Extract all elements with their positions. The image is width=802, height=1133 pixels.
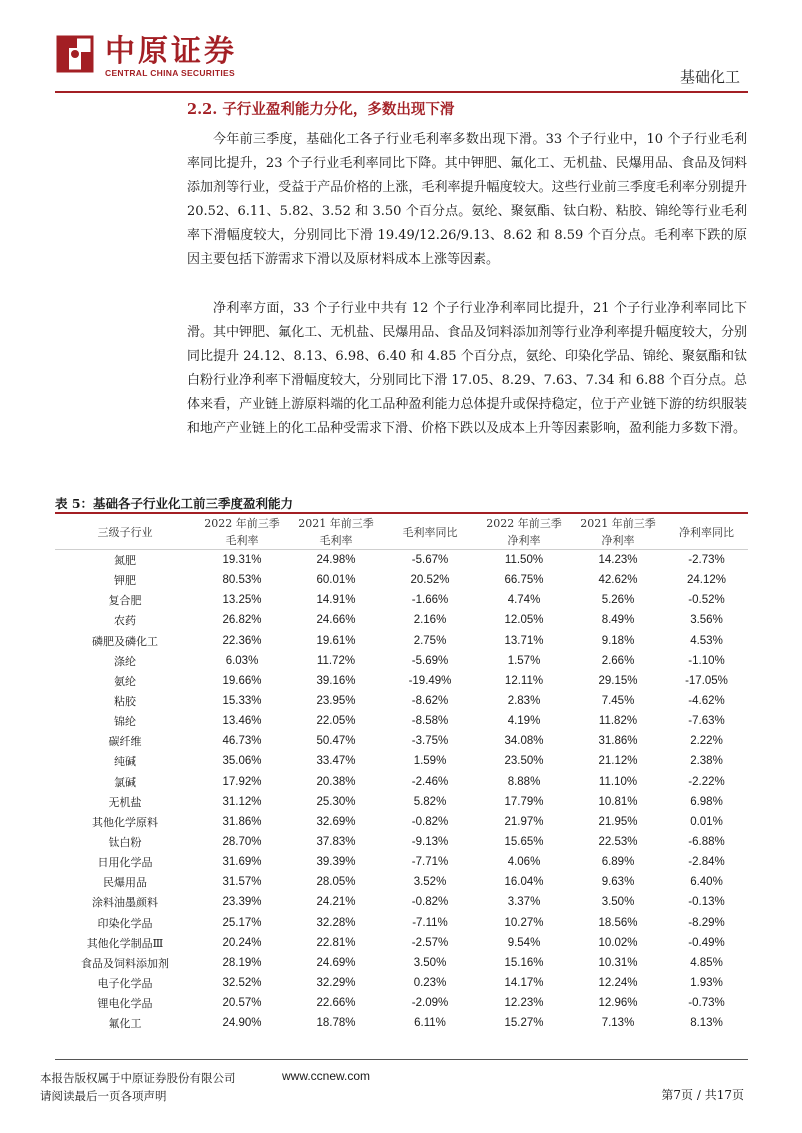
table-cell: 7.13% (601, 1017, 635, 1030)
table-cell: 1.57% (507, 654, 541, 667)
table-row (55, 913, 748, 933)
subindustry-name: 其他化学原料 (92, 815, 158, 829)
table-cell: 28.19% (222, 956, 262, 969)
table-cell: 42.62% (598, 574, 638, 587)
table-cell: 8.88% (507, 775, 541, 788)
table-cell: 80.53% (222, 574, 262, 587)
table-cell: 5.26% (601, 594, 635, 607)
table-cell: 2.83% (507, 695, 541, 708)
table-cell: 3.50% (413, 956, 447, 969)
table-row (55, 731, 748, 751)
column-header-line2: 净利率 (601, 534, 635, 547)
subindustry-name: 涂料油墨颜料 (92, 896, 158, 910)
table-row (55, 812, 748, 832)
table-cell: 13.46% (222, 715, 262, 728)
table-cell: 24.98% (316, 554, 356, 567)
table-row (55, 832, 748, 852)
table-cell: 23.95% (316, 695, 356, 708)
subindustry-name: 民爆用品 (103, 876, 147, 890)
table-cell: -3.75% (411, 735, 449, 748)
table-cell: 10.02% (598, 936, 638, 949)
table-cell: -6.88% (688, 836, 725, 849)
table-cell: 20.52% (410, 574, 450, 587)
column-header-line1: 净利率同比 (679, 525, 734, 539)
table-cell: 34.08% (504, 735, 544, 748)
table-row (55, 651, 748, 671)
table-cell: 18.78% (316, 1017, 356, 1030)
table-cell: 3.56% (690, 614, 723, 627)
table-cell: 15.16% (504, 956, 544, 969)
table-cell: 21.95% (598, 815, 638, 828)
table-cell: 11.50% (504, 554, 544, 567)
table-cell: 20.57% (222, 997, 262, 1010)
subindustry-name: 氮肥 (114, 554, 136, 568)
table-row (55, 933, 748, 953)
subindustry-name: 纯碱 (114, 755, 136, 769)
subindustry-name: 食品及饲料添加剂 (81, 956, 169, 970)
table-cell: -2.46% (411, 775, 449, 788)
table-cell: 22.81% (316, 936, 356, 949)
table-cell: 12.24% (598, 977, 638, 990)
footer-website-link[interactable]: www.ccnew.com (282, 1069, 371, 1083)
column-header (195, 515, 289, 550)
table-cell: 12.96% (598, 997, 638, 1010)
table-cell: 39.16% (316, 674, 356, 687)
table-cell: 11.82% (598, 715, 638, 728)
table-bottom-rule (55, 1059, 748, 1060)
column-header-line1: 毛利率同比 (402, 525, 458, 539)
table-cell: 20.24% (222, 936, 262, 949)
table-cell: 17.92% (222, 775, 262, 788)
table-top-rule (55, 512, 748, 514)
table-cell: -0.52% (688, 594, 725, 607)
table-cell: 32.52% (222, 977, 262, 990)
table-cell: 31.57% (222, 876, 262, 889)
column-header (477, 515, 571, 550)
subindustry-name: 磷肥及磷化工 (92, 634, 158, 648)
table-cell: 50.47% (316, 735, 356, 748)
table-cell: 32.29% (316, 977, 356, 990)
table-cell: 4.19% (507, 715, 541, 728)
subindustry-name: 氯碱 (114, 775, 136, 789)
table-cell: 11.72% (316, 654, 356, 667)
column-header-line1: 三级子行业 (97, 525, 153, 539)
table-cell: 31.69% (222, 856, 262, 869)
column-header (289, 515, 383, 550)
table-row (55, 631, 748, 651)
column-header-line2: 毛利率 (225, 534, 259, 547)
table-row (55, 550, 748, 571)
subindustry-name: 涤纶 (114, 654, 136, 668)
table-cell: 15.27% (504, 1017, 544, 1030)
table-cell: 31.86% (598, 735, 638, 748)
table-cell: 10.81% (598, 795, 638, 808)
subindustry-name: 日用化学品 (97, 856, 153, 870)
table-row (55, 1013, 748, 1033)
table-cell: 12.11% (504, 674, 544, 687)
table-cell: 22.53% (598, 836, 638, 849)
table-cell: 0.01% (690, 815, 723, 828)
table-cell: 6.40% (690, 876, 723, 889)
table-row (55, 711, 748, 731)
table-cell: -2.09% (411, 997, 449, 1010)
table-cell: 18.56% (598, 916, 638, 929)
subindustry-name: 氨纶 (114, 674, 136, 688)
table-cell: 3.52% (413, 876, 447, 889)
table-row (55, 852, 748, 872)
table-cell: 8.13% (690, 1017, 723, 1030)
table-row (55, 892, 748, 912)
table-cell: 9.18% (601, 634, 635, 647)
table-header-row (55, 515, 748, 550)
table-cell: 3.37% (507, 896, 541, 909)
column-header (665, 515, 748, 550)
logo-english-name: CENTRAL CHINA SECURITIES (105, 68, 235, 78)
column-header-line1: 2022 年前三季 (204, 517, 280, 530)
table-cell: 0.23% (413, 977, 447, 990)
table-cell: 6.98% (690, 795, 723, 808)
table-cell: 39.39% (316, 856, 356, 869)
table-cell: -0.49% (688, 936, 725, 949)
table-cell: 4.85% (690, 956, 723, 969)
table-cell: 13.25% (222, 594, 262, 607)
table-cell: 46.73% (222, 735, 262, 748)
table-cell: 10.27% (504, 916, 544, 929)
subindustry-name: 粘胶 (114, 695, 136, 709)
logo-chinese-name: 中原证券 (105, 34, 237, 69)
table-cell: 11.10% (598, 775, 638, 788)
table-row (55, 671, 748, 691)
subindustry-name: 无机盐 (108, 795, 142, 809)
table-cell: 66.75% (504, 574, 544, 587)
table-cell: 12.05% (504, 614, 544, 627)
table-cell: 2.16% (413, 614, 447, 627)
table-row (55, 993, 748, 1013)
table-cell: 15.65% (504, 836, 544, 849)
footer-disclaimer: 请阅读最后一页各项声明 (40, 1089, 167, 1103)
table-cell: 19.61% (316, 634, 356, 647)
table-cell: 29.15% (598, 674, 638, 687)
subindustry-name: 锦纶 (114, 715, 136, 729)
table-cell: 13.71% (504, 634, 544, 647)
table-row (55, 691, 748, 711)
table-cell: 24.69% (316, 956, 356, 969)
column-header-line1: 2021 年前三季 (580, 517, 656, 530)
table-row (55, 953, 748, 973)
table-cell: 31.86% (222, 815, 262, 828)
table-cell: 32.69% (316, 815, 356, 828)
table-cell: 21.12% (598, 755, 638, 768)
table-cell: -4.62% (688, 695, 725, 708)
paragraph-gross-margin: 今年前三季度，基础化工各子行业毛利率多数出现下滑。33 个子行业中，10 个子行业毛利率同比提升，23 个子行业毛利率同比下降。其中钾肥、氟化工、无机盐、民爆用品、食品及饲料添加剂等行业，受益于产品价格的上涨，毛利率提升幅度较大。这些行业前三季度毛利率分别提升 20.52、6.11、5.82、3.52 和 3.50 个百分点。氨纶、聚氨酯、钛白粉、粘胶、锦纶等行业毛利率下滑幅度较大，分别同比下滑 19.49/12.26/9.13、8.62 和 8.59 个百分点。毛利率下跌的原因主要包括下游需求下滑以及原材料成本上涨等因素。 (187, 132, 747, 267)
table-cell: 1.59% (413, 755, 447, 768)
table-cell: 2.38% (690, 755, 723, 768)
table-cell: 28.05% (316, 876, 356, 889)
company-logo (55, 34, 255, 84)
column-header-line2: 毛利率 (319, 534, 353, 547)
table-cell: 37.83% (316, 836, 356, 849)
page-number: 第7页 / 共17页 (661, 1088, 744, 1102)
table-cell: 35.06% (222, 755, 262, 768)
table-cell: 14.91% (316, 594, 356, 607)
table-cell: 2.75% (413, 634, 447, 647)
table-cell: 20.38% (316, 775, 356, 788)
table-cell: 24.12% (686, 574, 726, 587)
table-header (55, 515, 748, 550)
table-cell: -0.82% (411, 815, 449, 828)
table-cell: 4.06% (507, 856, 541, 869)
column-header-line1: 2021 年前三季 (298, 517, 374, 530)
subindustry-name: 其他化学制品Ⅲ (86, 936, 164, 950)
subindustry-name: 氟化工 (108, 1017, 142, 1031)
table-row (55, 751, 748, 771)
table-cell: -7.11% (412, 916, 448, 929)
table-cell: 24.66% (316, 614, 356, 627)
table-cell: 2.22% (690, 735, 723, 748)
profitability-table (55, 515, 748, 1033)
table-cell: -9.13% (411, 836, 449, 849)
table-cell: -2.84% (688, 856, 725, 869)
table-cell: 28.70% (222, 836, 262, 849)
table-cell: 6.11% (414, 1017, 446, 1030)
subindustry-name: 碳纤维 (108, 735, 142, 749)
table-cell: -19.49% (408, 674, 452, 687)
table-cell: 25.30% (316, 795, 356, 808)
table-cell: 22.66% (316, 997, 356, 1010)
table-row (55, 973, 748, 993)
subindustry-name: 农药 (114, 614, 136, 628)
table-cell: 22.05% (316, 715, 356, 728)
subindustry-name: 复合肥 (108, 594, 142, 608)
table-cell: -2.22% (688, 775, 725, 788)
table-cell: 1.93% (690, 977, 723, 990)
subindustry-name: 锂电化学品 (97, 997, 153, 1011)
table-cell: 24.90% (222, 1017, 262, 1030)
table-row (55, 610, 748, 630)
table-cell: 6.89% (601, 856, 635, 869)
footer-copyright: 本报告版权属于中原证券股份有限公司 (40, 1071, 236, 1085)
table-cell: 17.79% (504, 795, 544, 808)
table-cell: 21.97% (504, 815, 544, 828)
subindustry-name: 钾肥 (114, 574, 136, 588)
table-cell: 6.03% (225, 654, 259, 667)
table-cell: -0.82% (411, 896, 449, 909)
table-cell: -1.66% (411, 594, 449, 607)
paragraph-net-margin: 净利率方面，33 个子行业中共有 12 个子行业净利率同比提升，21 个子行业净利率同比下滑。其中钾肥、氟化工、无机盐、民爆用品、食品及饲料添加剂等行业净利率提升幅度较大，分别同比提升 24.12、8.13、6.98、6.40 和 4.85 个百分点，氨纶、印染化学品、锦纶、聚氨酯和钛白粉行业净利率下滑幅度较大，分别同比下滑 17.05、8.29、7.63、7.34 和 6.88 个百分点。总体来看，产业链上游原料端的化工品种盈利能力总体提升或保持稳定，位于产业链下游的纺织服装和地产产业链上的化工品种受需求下滑、价格下跌以及成本上升等因素影响，盈利能力多数下滑。 (187, 301, 747, 436)
table-cell: 4.74% (507, 594, 541, 607)
table-cell: 15.33% (222, 695, 262, 708)
column-header-line1: 2022 年前三季 (486, 517, 562, 530)
table-cell: 12.23% (504, 997, 544, 1010)
table-cell: 7.45% (601, 695, 635, 708)
table-cell: 10.31% (598, 956, 638, 969)
table-cell: -8.58% (411, 715, 449, 728)
table-cell: -8.62% (411, 695, 449, 708)
table-cell: 8.49% (601, 614, 635, 627)
table-cell: 31.12% (222, 795, 262, 808)
subindustry-name: 钛白粉 (108, 836, 142, 850)
column-header (571, 515, 665, 550)
table-cell: 60.01% (316, 574, 356, 587)
table-cell: -2.73% (688, 554, 725, 567)
table-cell: 16.04% (504, 876, 544, 889)
table-cell: -0.73% (688, 997, 725, 1010)
table-cell: 19.66% (222, 674, 262, 687)
table-cell: 9.54% (507, 936, 541, 949)
table-cell: -17.05% (685, 674, 728, 687)
table-row (55, 872, 748, 892)
table-row (55, 772, 748, 792)
table-cell: -5.69% (411, 654, 449, 667)
table-cell: -1.10% (688, 654, 725, 667)
table-row (55, 590, 748, 610)
table-cell: 32.28% (316, 916, 356, 929)
table-cell: -0.13% (688, 896, 725, 909)
table-body (55, 550, 748, 1034)
table-cell: 14.23% (598, 554, 638, 567)
table-cell: 4.53% (690, 634, 723, 647)
table-cell: 5.82% (413, 795, 447, 808)
report-category: 基础化工 (679, 68, 740, 86)
table-cell: 19.31% (222, 554, 262, 567)
table-cell: -8.29% (688, 916, 725, 929)
table-cell: 24.21% (316, 896, 356, 909)
subindustry-name: 电子化学品 (97, 977, 153, 991)
header-divider (55, 91, 748, 93)
section-title: 2.2. 子行业盈利能力分化，多数出现下滑 (187, 101, 455, 118)
table-cell: 3.50% (601, 896, 635, 909)
table-cell: -2.57% (411, 936, 449, 949)
logo-mark-icon (55, 34, 95, 74)
table-cell: -5.67% (411, 554, 449, 567)
table-cell: 22.36% (222, 634, 262, 647)
column-header-line2: 净利率 (507, 534, 541, 547)
table-cell: 23.50% (504, 755, 544, 768)
table-cell: 33.47% (316, 755, 356, 768)
table-cell: 14.17% (504, 977, 544, 990)
column-header (55, 515, 195, 550)
table-cell: 9.63% (601, 876, 635, 889)
table-title: 表 5：基础各子行业化工前三季度盈利能力 (55, 496, 294, 511)
table-cell: -7.63% (688, 715, 725, 728)
table-cell: 2.66% (601, 654, 635, 667)
table-cell: 23.39% (222, 896, 262, 909)
table-cell: 25.17% (222, 916, 262, 929)
table-row (55, 570, 748, 590)
column-header (383, 515, 477, 550)
table-row (55, 792, 748, 812)
table-cell: -7.71% (411, 856, 449, 869)
subindustry-name: 印染化学品 (97, 916, 153, 930)
table-cell: 26.82% (222, 614, 262, 627)
